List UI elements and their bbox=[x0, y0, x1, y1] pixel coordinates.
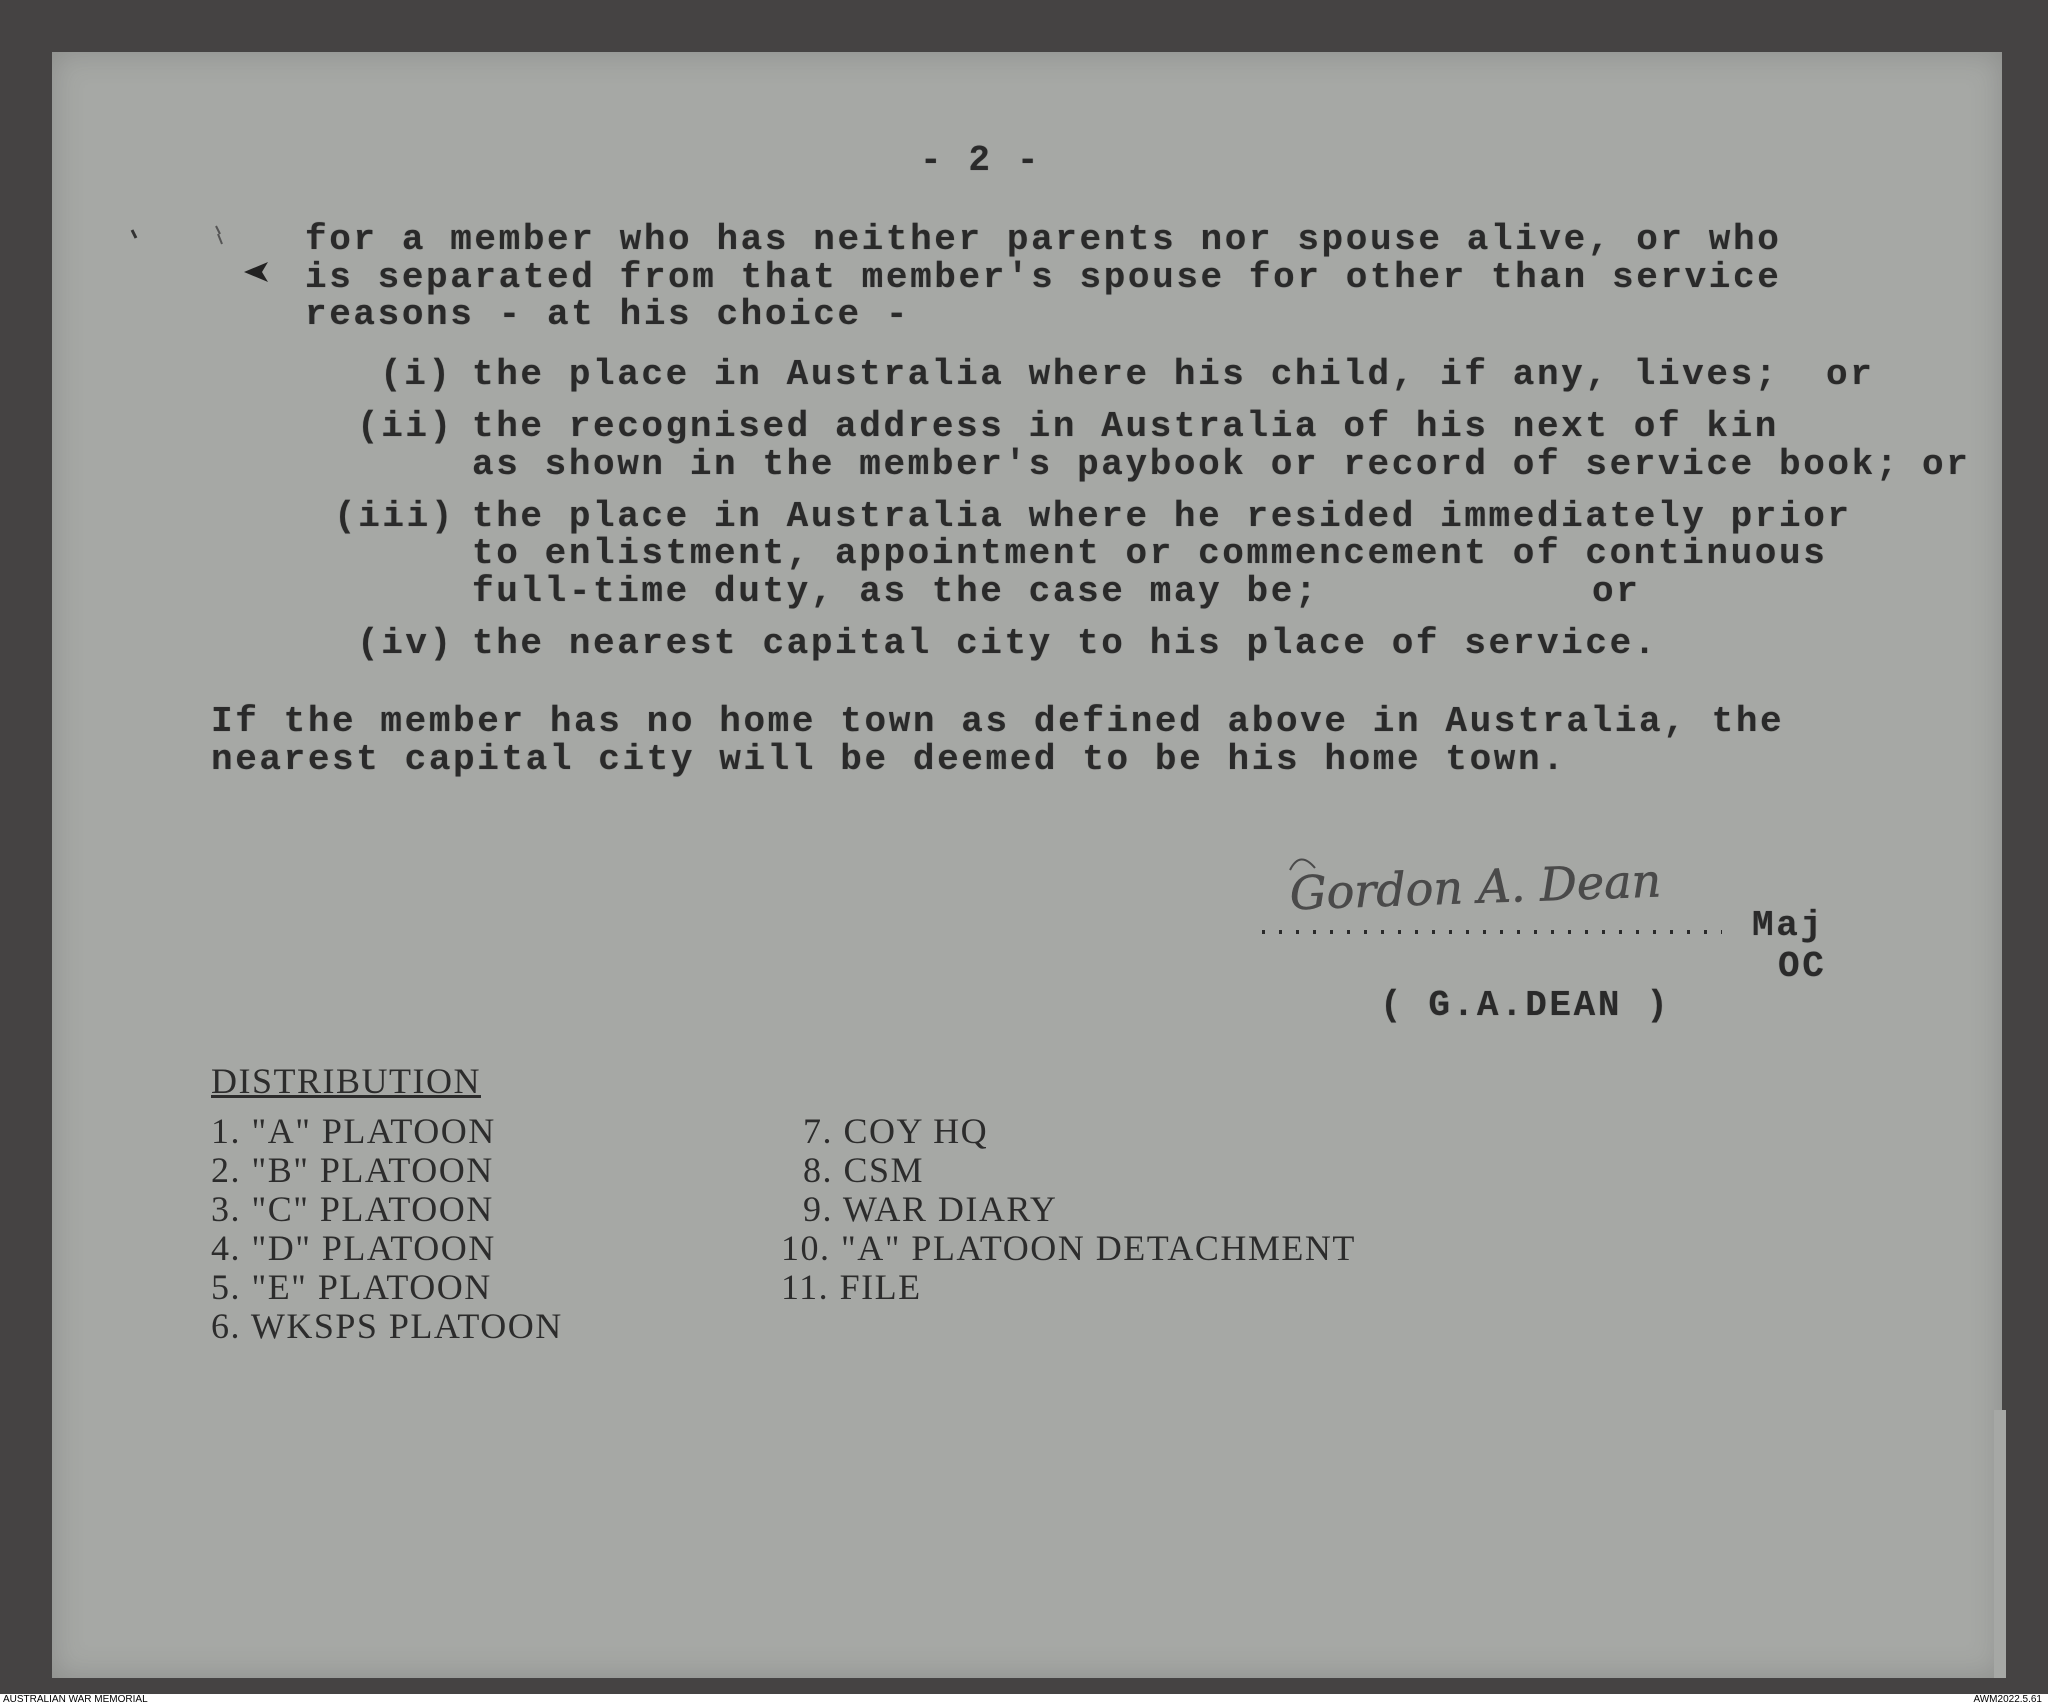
intro-line-1: for a member who has neither parents nor spouse alive, or who bbox=[305, 219, 1782, 260]
distribution-item: 11. FILE bbox=[781, 1267, 922, 1307]
distribution-item: 10. "A" PLATOON DETACHMENT bbox=[781, 1228, 1356, 1268]
distribution-item: 8. CSM bbox=[803, 1150, 925, 1190]
signatory-name: ( G.A.DEAN ) bbox=[1380, 985, 1671, 1026]
distribution-item: 6. WKSPS PLATOON bbox=[211, 1306, 563, 1346]
distribution-item: 1. "A" PLATOON bbox=[211, 1111, 496, 1151]
option-or: or bbox=[1922, 444, 1971, 485]
distribution-item: 9. WAR DIARY bbox=[803, 1189, 1058, 1229]
closing-line-2: nearest capital city will be deemed to be his home town. bbox=[211, 739, 1567, 780]
signature-dotted-line bbox=[1262, 927, 1722, 937]
page-number: - 2 - bbox=[920, 140, 1042, 181]
distribution-item: 3. "C" PLATOON bbox=[211, 1189, 494, 1229]
distribution-heading: DISTRIBUTION bbox=[211, 1061, 481, 1101]
footer-reference: AWM2022.5.61 bbox=[1973, 1694, 2042, 1705]
footer-credit: AUSTRALIAN WAR MEMORIAL bbox=[3, 1694, 148, 1705]
option-text: to enlistment, appointment or commencement of continuous bbox=[472, 533, 1828, 574]
option-or: or bbox=[1592, 571, 1641, 612]
option-number: (iii) bbox=[334, 496, 456, 537]
svg-text:Gordon A. Dean: Gordon A. Dean bbox=[1288, 853, 1662, 921]
option-or: or bbox=[1826, 354, 1875, 395]
option-text: the nearest capital city to his place of service. bbox=[472, 623, 1658, 664]
distribution-item: 7. COY HQ bbox=[803, 1111, 989, 1151]
option-number: (i) bbox=[380, 354, 453, 395]
signature-rank: Maj bbox=[1752, 905, 1825, 946]
option-number: (ii) bbox=[357, 406, 454, 447]
distribution-item: 5. "E" PLATOON bbox=[211, 1267, 492, 1307]
option-text: the place in Australia where his child, if any, lives; bbox=[472, 354, 1779, 395]
margin-marks bbox=[120, 200, 300, 300]
option-text: full-time duty, as the case may be; bbox=[472, 571, 1320, 612]
signature-role: OC bbox=[1778, 946, 1827, 987]
option-text: as shown in the member's paybook or record of service book; bbox=[472, 444, 1901, 485]
distribution-item: 4. "D" PLATOON bbox=[211, 1228, 496, 1268]
distribution-item: 2. "B" PLATOON bbox=[211, 1150, 494, 1190]
option-number: (iv) bbox=[357, 623, 454, 664]
closing-line-1: If the member has no home town as defined above in Australia, the bbox=[211, 701, 1785, 742]
option-text: the place in Australia where he resided immediately prior bbox=[472, 496, 1852, 537]
paper-edge bbox=[1994, 1410, 2006, 1678]
footer-bar bbox=[0, 1694, 2048, 1706]
option-text: the recognised address in Australia of his next of kin bbox=[472, 406, 1779, 447]
intro-line-2: is separated from that member's spouse for other than service bbox=[305, 257, 1782, 298]
intro-line-3: reasons - at his choice - bbox=[305, 294, 911, 335]
